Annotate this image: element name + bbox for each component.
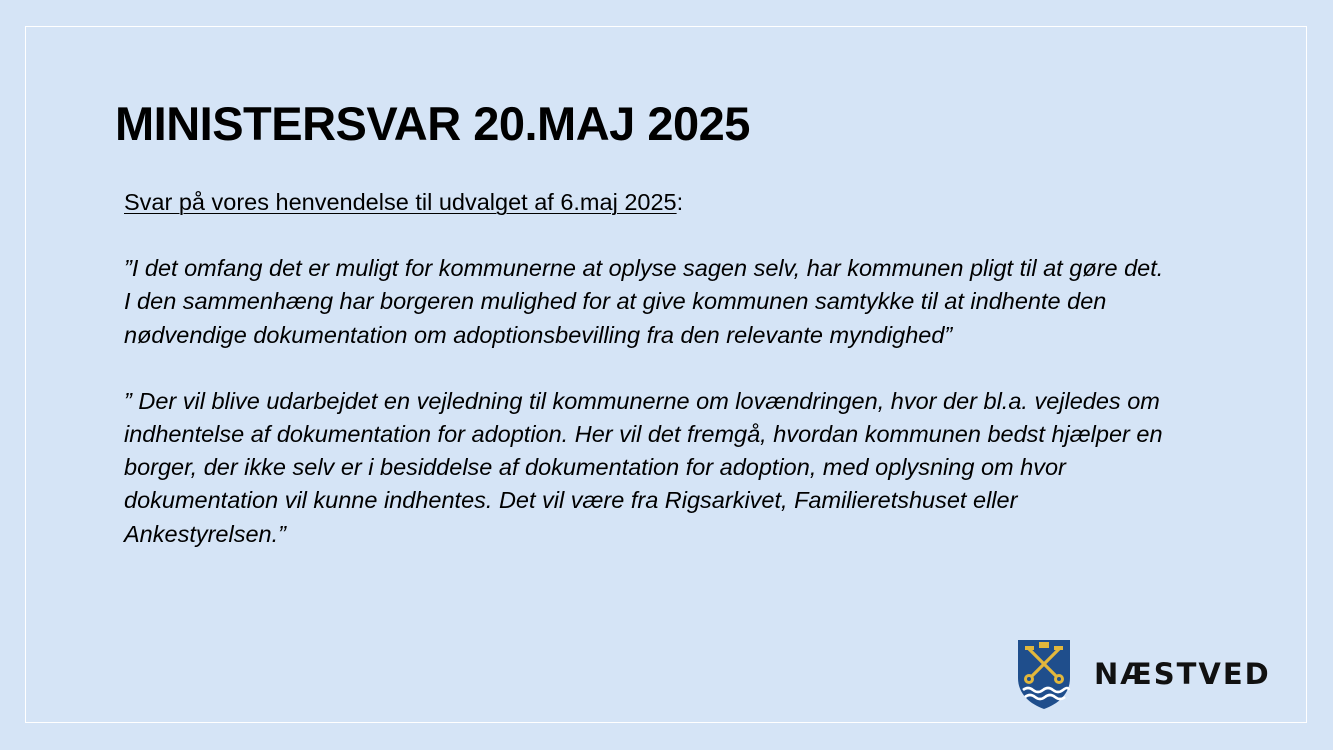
intro-trailing-text: : — [676, 189, 684, 215]
naestved-logo — [1016, 638, 1271, 710]
intro-underlined-text: Svar på vores henvendelse til udvalget af 6.maj 2025 — [124, 189, 677, 215]
naestved-coat-of-arms-icon — [1016, 638, 1072, 710]
intro-line — [124, 186, 1164, 219]
quote-paragraph-1: ”I det omfang det er muligt for kommunerne at oplyse sagen selv, har kommunen pligt til at gøre det. I den sammenhæng har borgeren mulighed for at give kommunen samtykke til at indhente den nødvendige dokumentation om adoptionsbevilling fra den relevante myndighed” — [124, 255, 1164, 348]
quote-paragraph-2: ” Der vil blive udarbejdet en vejledning til kommunerne om lovændringen, hvor der bl.a. vejledes om indhentelse af dokumentation for adoption. Her vil det fremgå, hvordan kommunen bedst hjælper en borger, der ikke selv er i besiddelse af dokumentation for adoption, med oplysning om hvor dokumentation vil kunne indhentes. Det vil være fra Rigsarkivet, Familieretshuset eller Ankestyrelsen.” — [124, 387, 1163, 547]
slide-content — [124, 186, 1164, 551]
naestved-wordmark: NÆSTVED — [1094, 656, 1271, 691]
slide-title: MINISTERSVAR 20.MAJ 2025 — [115, 97, 750, 150]
